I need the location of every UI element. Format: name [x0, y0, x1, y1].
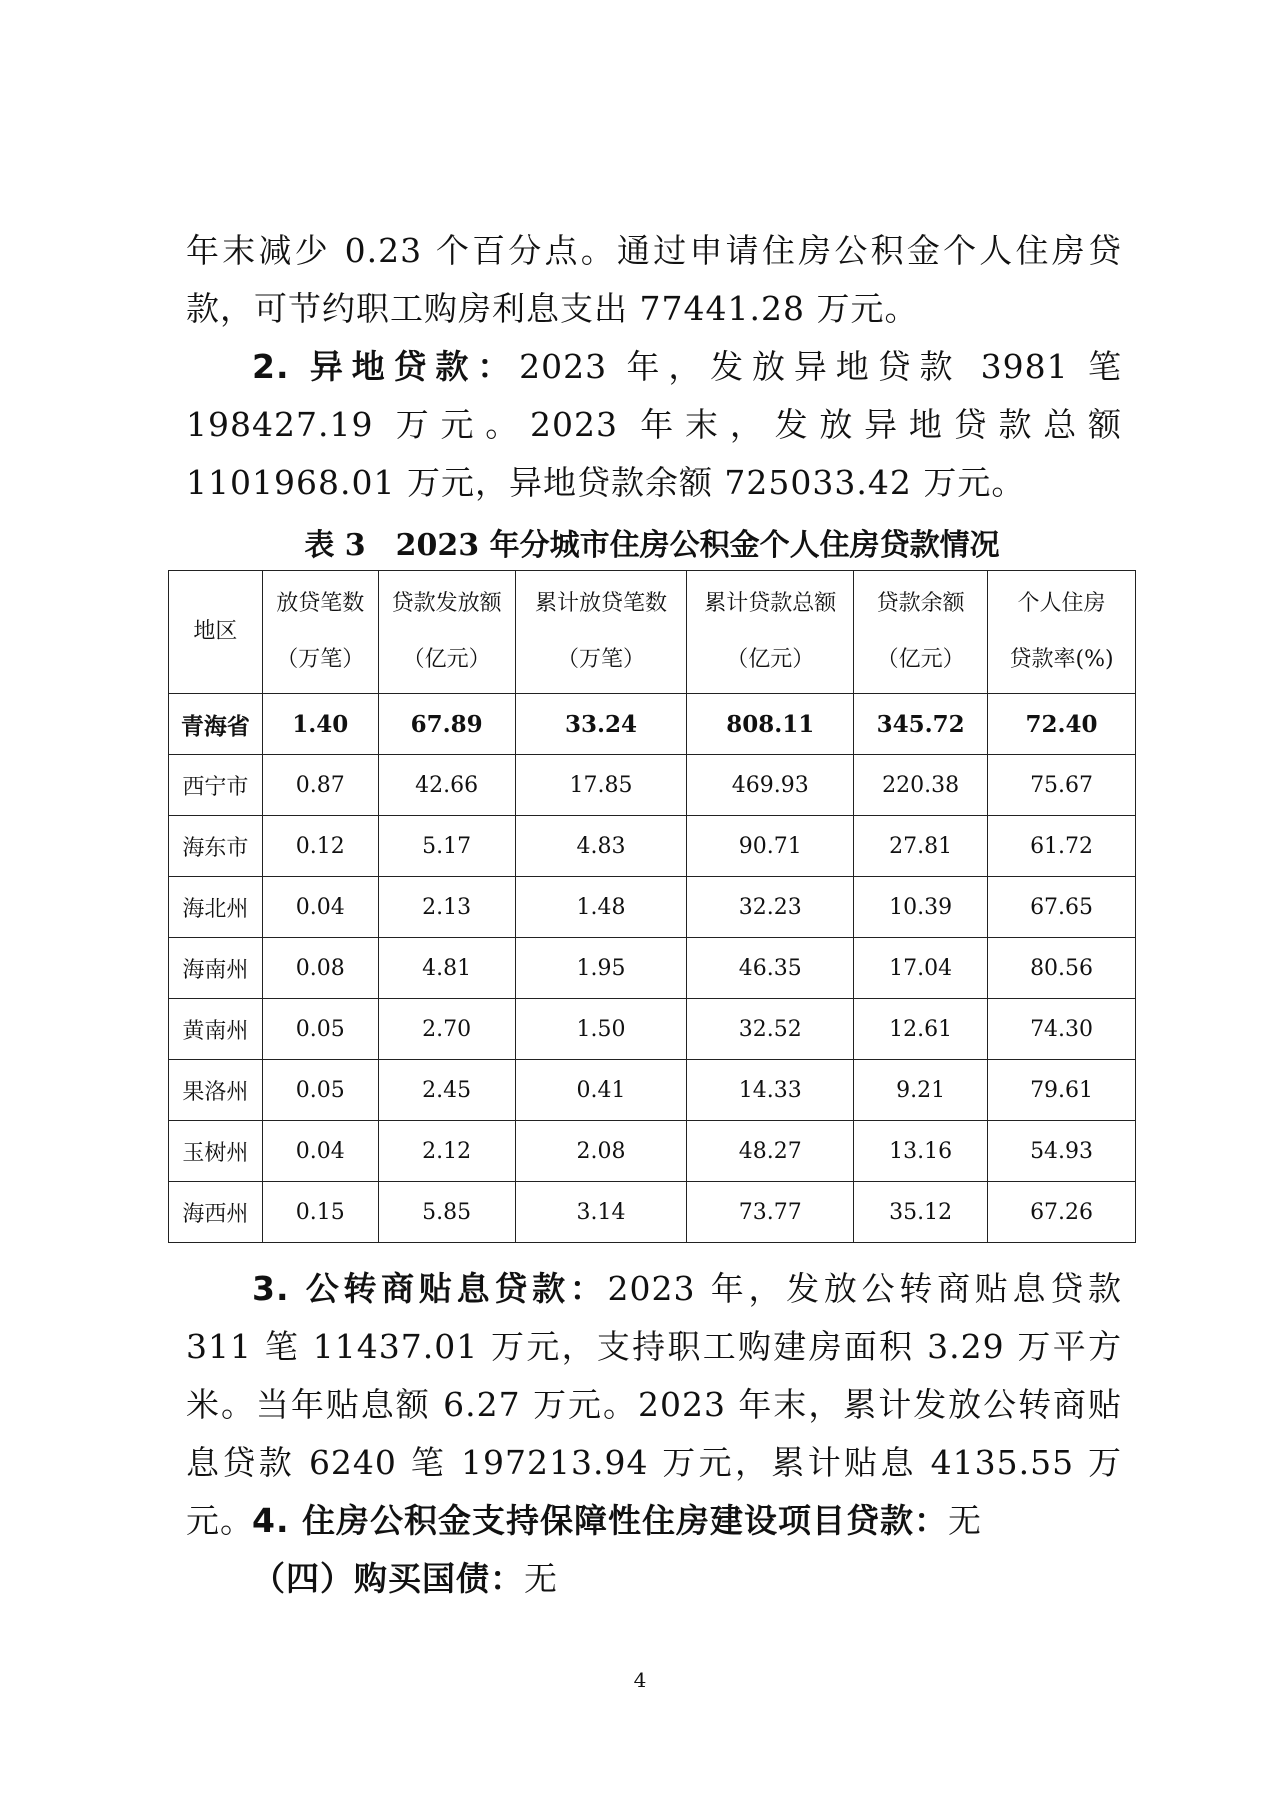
- value-cell: 72.40: [988, 694, 1136, 755]
- value-cell: 80.56: [988, 938, 1136, 999]
- column-header-line2: （亿元）: [876, 647, 965, 672]
- value-cell: 0.08: [262, 938, 378, 999]
- table-row: [169, 755, 1136, 816]
- column-header-line1: 地区: [193, 619, 238, 644]
- value-cell: 1.50: [515, 999, 687, 1060]
- section-heading-treasury-bonds: （四）购买国债：: [252, 1559, 524, 1598]
- value-cell: 2.12: [378, 1121, 515, 1182]
- value-cell: 67.89: [378, 694, 515, 755]
- section-heading-subsidized-loans: 3. 公转商贴息贷款：: [252, 1269, 608, 1308]
- value-cell: 0.41: [515, 1060, 687, 1121]
- value-cell: 17.85: [515, 755, 687, 816]
- region-cell: 海南州: [169, 938, 263, 999]
- value-cell: 0.04: [262, 1121, 378, 1182]
- column-header: [262, 571, 378, 694]
- section-heading-project-loans: 4. 住房公积金支持保障性住房建设项目贷款：: [252, 1501, 948, 1540]
- value-cell: 75.67: [988, 755, 1136, 816]
- value-cell: 808.11: [687, 694, 854, 755]
- value-cell: 13.16: [854, 1121, 988, 1182]
- value-cell: 3.14: [515, 1182, 687, 1243]
- value-cell: 17.04: [854, 938, 988, 999]
- value-cell: 73.77: [687, 1182, 854, 1243]
- value-cell: 345.72: [854, 694, 988, 755]
- value-cell: 469.93: [687, 755, 854, 816]
- table-row: [169, 877, 1136, 938]
- value-cell: 79.61: [988, 1060, 1136, 1121]
- region-cell: 海北州: [169, 877, 263, 938]
- value-cell: 12.61: [854, 999, 988, 1060]
- table-row: [169, 1060, 1136, 1121]
- region-cell: 果洛州: [169, 1060, 263, 1121]
- column-header-line1: 累计贷款总额: [704, 591, 837, 616]
- value-cell: 48.27: [687, 1121, 854, 1182]
- value-cell: 5.85: [378, 1182, 515, 1243]
- column-header-line2: （亿元）: [726, 647, 815, 672]
- column-header: [378, 571, 515, 694]
- value-cell: 27.81: [854, 816, 988, 877]
- column-header-line1: 贷款余额: [876, 591, 965, 616]
- value-cell: 42.66: [378, 755, 515, 816]
- column-header-line2: 贷款率(%): [1009, 647, 1114, 672]
- column-header: [988, 571, 1136, 694]
- value-cell: 9.21: [854, 1060, 988, 1121]
- value-cell: 4.81: [378, 938, 515, 999]
- value-cell: 32.52: [687, 999, 854, 1060]
- region-cell: 西宁市: [169, 755, 263, 816]
- value-cell: 14.33: [687, 1060, 854, 1121]
- value-cell: 54.93: [988, 1121, 1136, 1182]
- region-cell: 海东市: [169, 816, 263, 877]
- paragraph-offsite-loans: [186, 338, 1122, 512]
- column-header: [515, 571, 687, 694]
- column-header-line1: 贷款发放额: [391, 591, 502, 616]
- table-caption: 表 3 2023 年分城市住房公积金个人住房贷款情况: [304, 528, 1000, 563]
- region-cell: 玉树州: [169, 1121, 263, 1182]
- value-cell: 74.30: [988, 999, 1136, 1060]
- paragraph-project-loans: [186, 1492, 1122, 1550]
- value-cell: 0.12: [262, 816, 378, 877]
- value-cell: 1.48: [515, 877, 687, 938]
- column-header-line2: （万笔）: [556, 647, 645, 672]
- value-cell: 33.24: [515, 694, 687, 755]
- value-cell: 0.04: [262, 877, 378, 938]
- value-cell: 1.95: [515, 938, 687, 999]
- value-cell: 2.13: [378, 877, 515, 938]
- paragraph-text: 2023 年，发放公转商贴息贷款 311 笔 11437.01 万元，支持职工购建房面积 3.29 万平方米。当年贴息额 6.27 万元。2023 年末，累计发放公转商贴息贷款 6240 笔 197213.94 万元，累计贴息 4135.55 万元。: [186, 1269, 1122, 1540]
- paragraph-treasury-bonds: [186, 1550, 1122, 1608]
- column-header: [854, 571, 988, 694]
- column-header-line2: （万笔）: [276, 647, 365, 672]
- value-cell: 90.71: [687, 816, 854, 877]
- table-row: [169, 1121, 1136, 1182]
- paragraph-interest-savings: [186, 222, 1122, 338]
- column-header-line1: 累计放贷笔数: [534, 591, 667, 616]
- region-cell: 黄南州: [169, 999, 263, 1060]
- loan-table: [168, 570, 1136, 1243]
- value-cell: 67.65: [988, 877, 1136, 938]
- value-cell: 2.45: [378, 1060, 515, 1121]
- value-cell: 5.17: [378, 816, 515, 877]
- value-cell: 2.08: [515, 1121, 687, 1182]
- page-number: 4: [633, 1668, 647, 1692]
- paragraph-text: 2023 年，发放异地贷款 3981 笔 198427.19 万元。2023 年末，发放异地贷款总额 1101968.01 万元，异地贷款余额 725033.42 万元。: [186, 347, 1122, 502]
- region-cell: 海西州: [169, 1182, 263, 1243]
- value-cell: 0.05: [262, 1060, 378, 1121]
- value-cell: 32.23: [687, 877, 854, 938]
- table-row: [169, 694, 1136, 755]
- table-row: [169, 816, 1136, 877]
- value-cell: 61.72: [988, 816, 1136, 877]
- table-body: [169, 694, 1136, 1243]
- paragraph-text: 年末减少 0.23 个百分点。通过申请住房公积金个人住房贷款，可节约职工购房利息支出 77441.28 万元。: [186, 231, 1122, 328]
- column-header-line2: （亿元）: [402, 647, 491, 672]
- table-row: [169, 999, 1136, 1060]
- value-cell: 220.38: [854, 755, 988, 816]
- value-cell: 35.12: [854, 1182, 988, 1243]
- value-cell: 1.40: [262, 694, 378, 755]
- column-header-line1: 放贷笔数: [276, 591, 365, 616]
- column-header: [687, 571, 854, 694]
- value-cell: 0.87: [262, 755, 378, 816]
- value-cell: 4.83: [515, 816, 687, 877]
- paragraph-text: 无: [524, 1559, 558, 1598]
- value-cell: 10.39: [854, 877, 988, 938]
- table-row: [169, 938, 1136, 999]
- value-cell: 2.70: [378, 999, 515, 1060]
- column-header-line1: 个人住房: [1017, 591, 1106, 616]
- value-cell: 0.15: [262, 1182, 378, 1243]
- value-cell: 0.05: [262, 999, 378, 1060]
- value-cell: 67.26: [988, 1182, 1136, 1243]
- section-heading-offsite-loans: 2. 异地贷款：: [252, 347, 520, 386]
- region-cell: 青海省: [169, 694, 263, 755]
- table-row: [169, 1182, 1136, 1243]
- value-cell: 46.35: [687, 938, 854, 999]
- table-header-row: [169, 571, 1136, 694]
- column-header: [169, 571, 263, 694]
- paragraph-text: 无: [948, 1501, 982, 1540]
